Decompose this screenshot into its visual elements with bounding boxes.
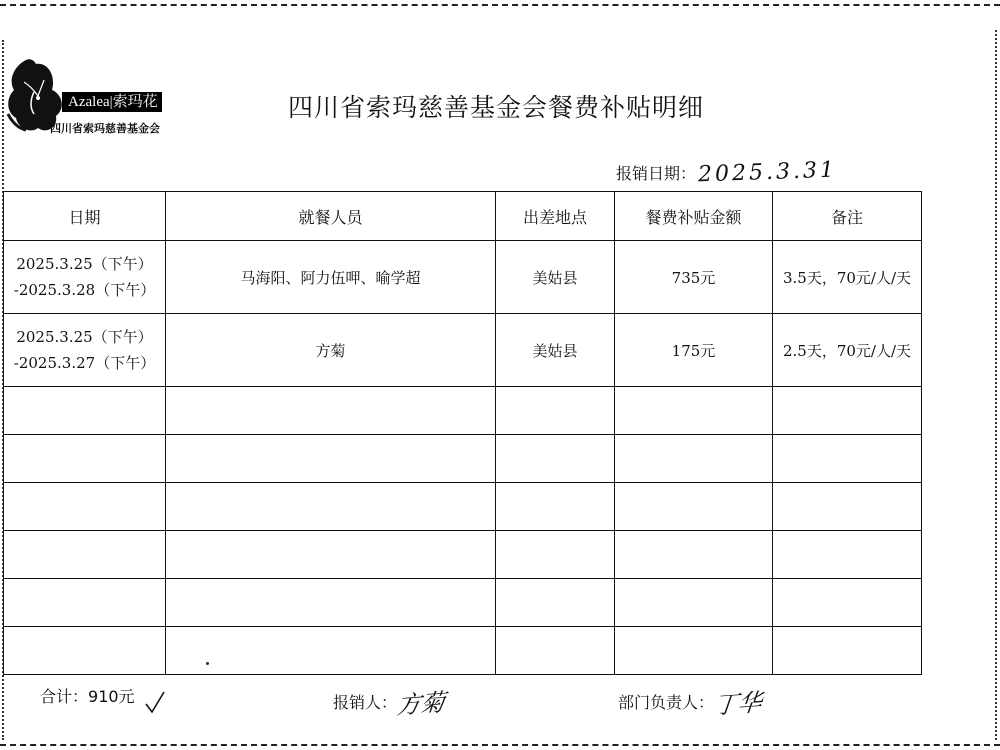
- total-value: 910元: [88, 687, 135, 706]
- reimburser-signature: 方菊: [395, 688, 447, 720]
- col-header-amount: 餐费补贴金额: [615, 192, 773, 241]
- location-cell: 美姑县: [496, 314, 615, 387]
- document-title: 四川省索玛慈善基金会餐费补贴明细: [288, 93, 705, 122]
- scan-speck: [206, 662, 209, 665]
- reimbursement-date: [616, 157, 838, 188]
- people-cell: 方菊: [166, 314, 496, 387]
- location-cell: 美姑县: [496, 241, 615, 314]
- total-label: 合计：: [40, 687, 89, 706]
- empty-table-row: [4, 627, 922, 675]
- amount-cell: 175元: [615, 314, 773, 387]
- date-label: 报销日期：: [616, 164, 697, 183]
- logo-brand-text: Azalea|索玛花: [62, 92, 162, 112]
- azalea-logo: [4, 52, 174, 142]
- amount-cell: 735元: [615, 241, 773, 314]
- reimburser-signature-block: [333, 684, 445, 719]
- dept-head-signature-block: [618, 684, 762, 719]
- scan-edge-top: [0, 4, 1000, 6]
- date-end: -2025.3.28（下午）: [13, 281, 156, 299]
- col-header-people: 就餐人员: [166, 192, 496, 241]
- date-start: 2025.3.25（下午）: [16, 328, 153, 346]
- empty-table-row: [4, 435, 922, 483]
- scan-edge-right: [995, 30, 997, 740]
- date-end: -2025.3.27（下午）: [13, 354, 156, 372]
- table-header-row: [4, 192, 922, 241]
- empty-table-row: [4, 387, 922, 435]
- col-header-remark: 备注: [773, 192, 922, 241]
- meal-subsidy-table: [3, 191, 922, 675]
- table-row: [4, 241, 922, 314]
- col-header-location: 出差地点: [496, 192, 615, 241]
- remark-cell: 2.5天，70元/人/天: [773, 314, 922, 387]
- date-value-handwritten: 2025.3.31: [697, 157, 838, 188]
- date-cell: [4, 314, 166, 387]
- logo-org-name: 四川省索玛慈善基金会: [50, 122, 160, 135]
- dept-head-label: 部门负责人：: [618, 693, 715, 712]
- reimburser-label: 报销人：: [333, 693, 398, 712]
- table-row: [4, 314, 922, 387]
- dept-head-signature: 丁华: [712, 688, 764, 720]
- people-cell: 马海阳、阿力伍呷、喻学超: [166, 241, 496, 314]
- total-amount: [40, 684, 135, 707]
- empty-table-row: [4, 579, 922, 627]
- empty-table-row: [4, 483, 922, 531]
- remark-cell: 3.5天，70元/人/天: [773, 241, 922, 314]
- col-header-date: 日期: [4, 192, 166, 241]
- empty-table-row: [4, 531, 922, 579]
- scan-edge-bottom: [0, 744, 1000, 746]
- date-cell: [4, 241, 166, 314]
- check-mark-icon: [144, 690, 166, 716]
- date-start: 2025.3.25（下午）: [16, 255, 153, 273]
